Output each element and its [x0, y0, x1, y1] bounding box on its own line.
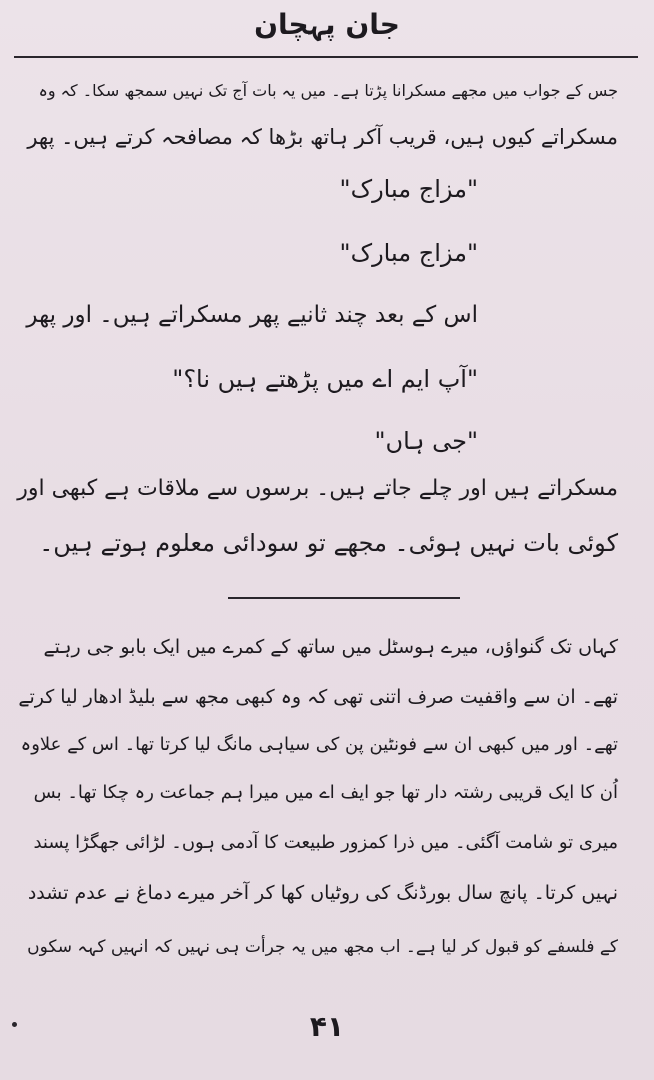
- text-line: کہاں تک گنواؤں، میرے ہوسٹل میں ساتھ کے کمرے میں ایک بابو جی رہتے: [43, 636, 618, 658]
- text-line: مسکراتے ہیں اور چلے جاتے ہیں۔ برسوں سے ملاقات ہے کبھی اور: [17, 476, 618, 501]
- text-line: جس کے جواب میں مجھے مسکرانا پڑتا ہے۔ میں یہ بات آج تک نہیں سمجھ سکا۔ کہ وہ: [38, 81, 618, 100]
- text-line: "آپ ایم اے میں پڑھتے ہیں نا؟": [172, 365, 478, 393]
- text-line: میری تو شامت آگئی۔ میں ذرا کمزور طبیعت کا آدمی ہوں۔ لڑائی جھگڑا پسند: [33, 832, 618, 853]
- text-line: اُن کا ایک قریبی رشتہ دار تھا جو ایف اے میں میرا ہم جماعت رہ چکا تھا۔ بس: [33, 782, 618, 803]
- text-line: "جی ہاں": [374, 427, 478, 455]
- header-divider: [14, 56, 638, 58]
- text-line: مسکراتے کیوں ہیں، قریب آکر ہاتھ بڑھا کہ مصافحہ کرتے ہیں۔ پھر: [27, 125, 618, 149]
- page-number: ۴۱: [309, 1010, 345, 1043]
- running-header-title: جان پہچان: [254, 8, 400, 41]
- text-line: تھے۔ ان سے واقفیت صرف اتنی تھی کہ وہ کبھی مجھ سے بلیڈ ادھار لیا کرتے: [18, 686, 618, 708]
- section-divider: [228, 597, 460, 599]
- text-line: "مزاج مبارک": [339, 175, 478, 203]
- text-line: نہیں کرتا۔ پانچ سال بورڈنگ کی روٹیاں کھا کر آخر میرے دماغ نے عدم تشدد: [27, 882, 618, 904]
- text-line: اس کے بعد چند ثانیے پھر مسکراتے ہیں۔ اور پھر: [26, 302, 478, 328]
- text-line: "مزاج مبارک": [339, 239, 478, 267]
- text-line: تھے۔ اور میں کبھی ان سے فونٹین پن کی سیاہی مانگ لیا کرتا تھا۔ اس کے علاوہ: [20, 734, 618, 755]
- text-line: کوئی بات نہیں ہوئی۔ مجھے تو سودائی معلوم ہوتے ہیں۔: [39, 529, 618, 557]
- text-line: کے فلسفے کو قبول کر لیا ہے۔ اب مجھ میں یہ جرأت ہی نہیں کہ انہیں کہہ سکوں: [27, 937, 618, 957]
